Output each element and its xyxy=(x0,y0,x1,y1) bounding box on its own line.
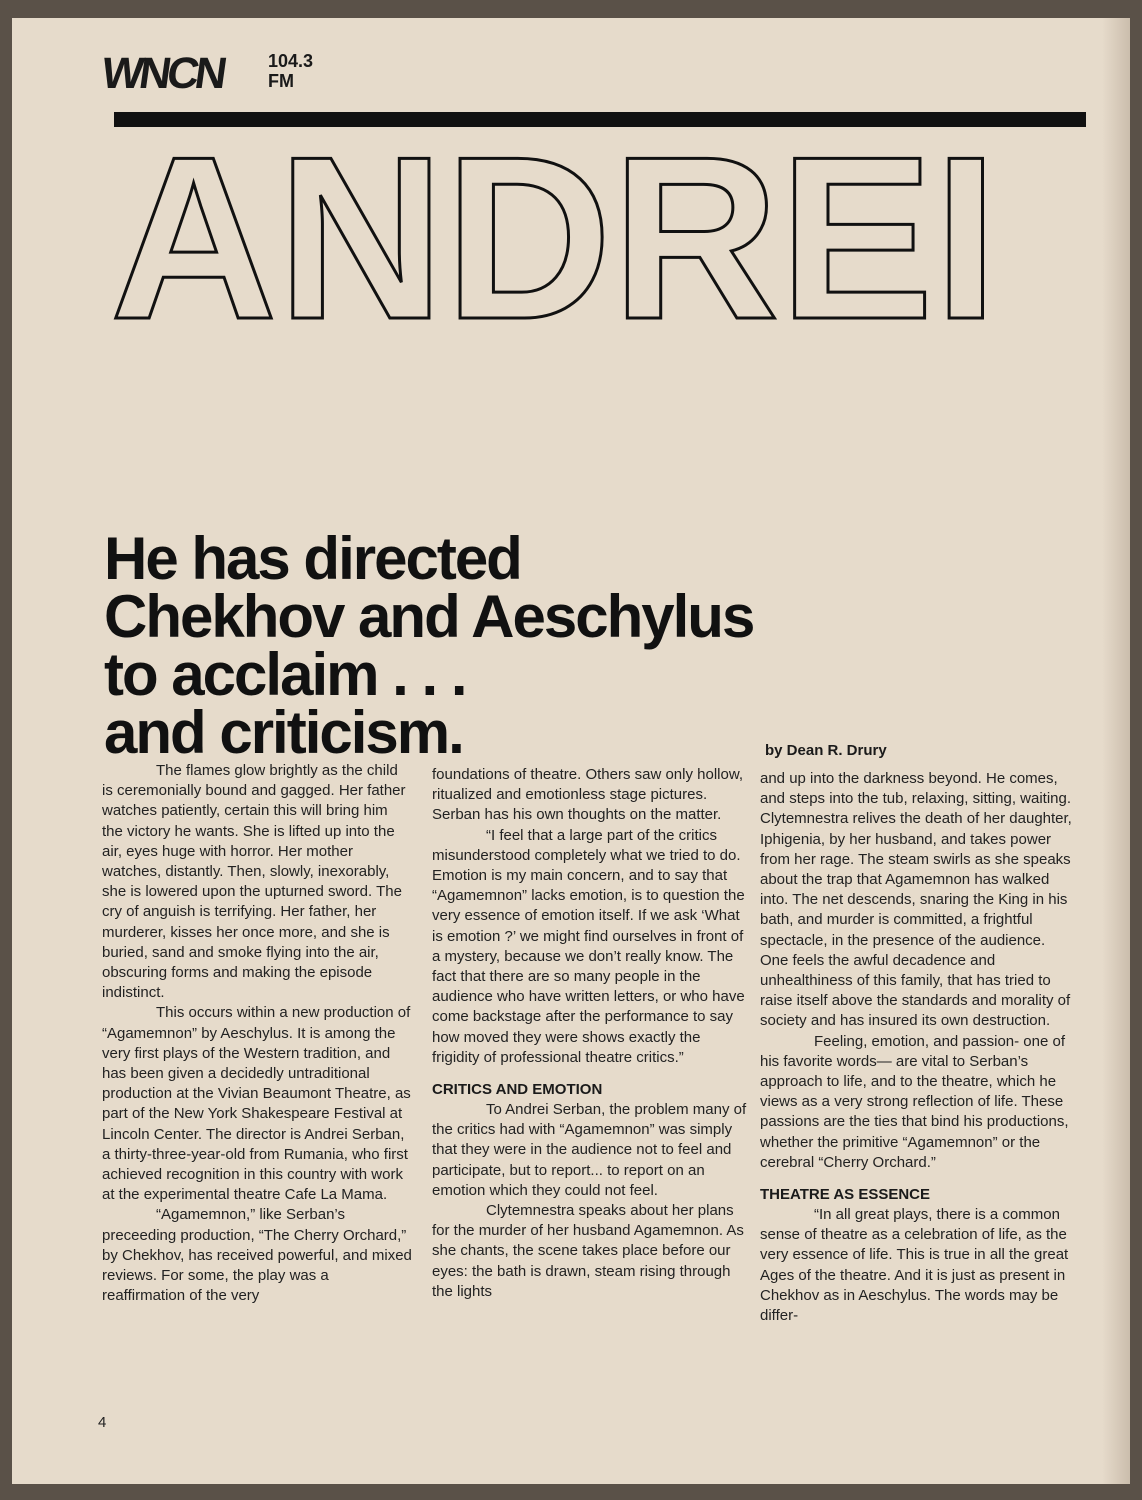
paragraph: Clytemnestra speaks about her plans for the murder of her husband Agamemnon. As she chants, the scene takes place before our eyes: the bath is drawn, steam rising through the lights xyxy=(432,1202,744,1300)
paragraph: “In all great plays, there is a common sense of theatre as a celebration of life, as the very essence of life. This is true in all the great Ages of the theatre. And it is just as present in Chekhov as in Aeschylus. The words may be differ- xyxy=(760,1206,1069,1325)
paragraph: This occurs within a new production of “Agamemnon” by Aeschylus. It is among the very first plays of the Western tradition, and has been given a decidedly untraditional production at the Vivian Beaumont Theatre, as part of the New York Shakespeare Festival at Lincoln Center. The director is Andrei Serban, a thirty-three-year-old from Rumania, who first achieved recognition in this country with work at the experimental theatre Cafe La Mama. xyxy=(102,1004,411,1204)
header-rule xyxy=(114,112,1086,127)
page-number: 4 xyxy=(98,1414,107,1431)
station-logo xyxy=(98,49,314,98)
magazine-page xyxy=(12,18,1130,1484)
logo-band: FM xyxy=(268,71,294,91)
paragraph: foundations of theatre. Others saw only hollow, ritualized and emotionless stage pictures. Serban has his own thoughts on the matter. xyxy=(432,766,744,824)
headline-line: and criticism. xyxy=(104,699,463,766)
headline xyxy=(104,525,754,766)
title-outline xyxy=(110,128,1010,328)
article-column-1 xyxy=(102,761,412,1306)
paragraph: “Agamemnon,” like Serban’s preceeding production, “The Cherry Orchard,” by Chekhov, has received powerful, and mixed reviews. For some, the play was a reaffirmation of the very xyxy=(102,1206,412,1305)
article-column-2 xyxy=(432,765,748,1302)
headline-line: He has directed xyxy=(104,525,521,592)
paragraph: Feeling, emotion, and passion- one of his favorite words— are vital to Serban’s approach to life, and to the theatre, which he views as a very strong reflection of life. These passions are the ties that bind his productions, whether the primitive “Agamemnon” or the cerebral “Cherry Orchard.” xyxy=(760,1032,1069,1171)
paragraph: To Andrei Serban, the problem many of the critics had with “Agamemnon” was simply that they were in the audience not to feel and participate, but to report... to report on an emotion which they could not feel. xyxy=(432,1101,747,1199)
article-title: ANDREI xyxy=(110,128,998,328)
paragraph: The flames glow brightly as the child is ceremonially bound and gagged. Her father watches patiently, certain this will bring him the victory he wants. She is lifted up into the air, eyes huge with horror. Her mother watches, distantly. Then, slowly, inexorably, she is lowered upon the upturned sword. The cry of anguish is terrifying. Her father, her murderer, kisses her once more, and she is buried, sand and smoke flying into the air, obscuring forms and making the episode indistinct. xyxy=(102,762,406,1002)
byline: by Dean R. Drury xyxy=(765,742,887,759)
headline-line: to acclaim . . . xyxy=(104,641,466,708)
logo-mark: WNCN xyxy=(98,49,227,98)
article-column-3 xyxy=(760,769,1072,1326)
headline-line: Chekhov and Aeschylus xyxy=(104,583,754,650)
paragraph: and up into the darkness beyond. He comes, and steps into the tub, relaxing, sitting, waiting. Clytemnestra relives the death of her daughter, Iphigenia, by her husband, and takes power from her rage. The steam swirls as she speaks about the trap that Agamemnon has walked into. The net descends, snaring the King in his bath, and murder is committed, a frightful spectacle, in the presence of the audience. One feels the awful decadence and unhealthiness of this family, that has tried to raise itself above the standards and morality of society and has insured its own destruction. xyxy=(760,770,1072,1030)
logo-frequency: 104.3 xyxy=(268,51,314,71)
section-heading: CRITICS AND EMOTION xyxy=(432,1081,603,1099)
paragraph: “I feel that a large part of the critics misunderstood completely what we tried to do. Emotion is my main concern, and to say that “Agamemnon” lacks emotion, is to question the very essence of emotion itself. If we ask ‘What is emotion ?’ we might find ourselves in front of a mystery, because we don’t really know. The fact that there are so many people in the audience who have written letters, or who have come backstage after the performance to say how moved they were shows exactly the frigidity of professional theatre critics.” xyxy=(432,826,745,1066)
section-heading: THEATRE AS ESSENCE xyxy=(760,1186,931,1204)
